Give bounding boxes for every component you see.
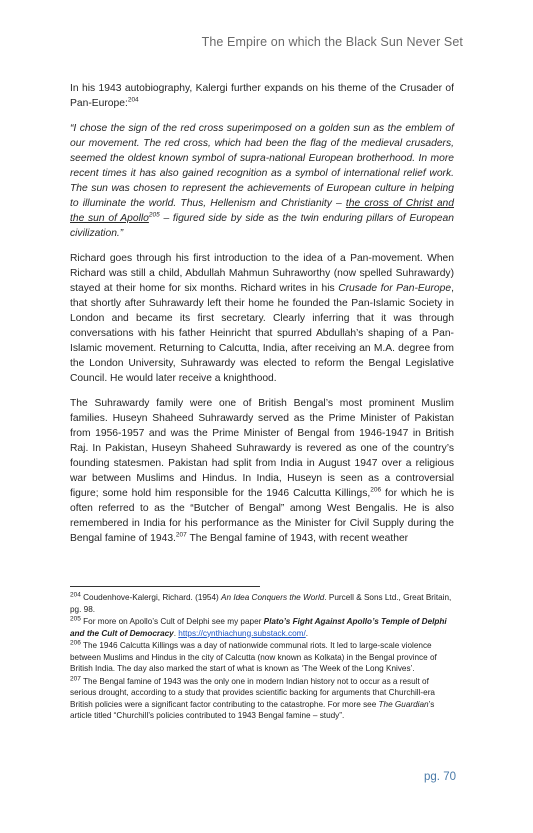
paragraph-intro: In his 1943 autobiography, Kalergi further expands on his theme of the Crusader of Pan-Europe:$^{204}$ bbox=[70, 83, 454, 109]
substack-link[interactable]: https://cynthiachung.substack.com/ bbox=[178, 628, 306, 638]
block-quote: “I chose the sign of the red cross superimposed on a golden sun as the emblem of our movement. The red cross, which had been the flag of the medieval crusaders, seemed the oldest known symbol of supra-national European brotherhood. In more recent times it has also gained recognition as a symbol of international relief work. The sun was chosen to represent the achievements of European culture in helping to illuminate the world. Thus, Hellenism and Christianity – the cross of Christ and the sun of Apollo$^{205}$ – figured side by side as the twin enduring pillars of European civilization.” bbox=[70, 123, 455, 239]
page-number: pg. 70 bbox=[424, 771, 456, 783]
book-title: Crusade for Pan-Europe bbox=[338, 283, 452, 294]
footnote-ref-206[interactable]: 206 bbox=[370, 486, 382, 494]
underlined-phrase: the cross of Christ and the sun of Apollo bbox=[70, 198, 455, 224]
running-title: The Empire on which the Black Sun Never Set bbox=[201, 35, 463, 49]
body-text bbox=[70, 81, 454, 556]
footnote-207: $^{207}$ The Bengal famine of 1943 was the only one in modern Indian history not to occur as a result of serious drought, according to a study that provides scientific backing for arguments that Churchill-era British policies were a significant factor contributing to the catastrophe. For more see The Guardian’s article titled “Churchill’s policies contributed to 1943 Bengal famine – study”. bbox=[70, 674, 435, 720]
footnote-204: $^{204}$ Coudenhove-Kalergi, Richard. (1954) An Idea Conquers the World. Purcell & Sons Ltd., Great Britain, pg. 98. bbox=[70, 591, 452, 614]
footnotes bbox=[70, 592, 456, 723]
footnote-ref-205[interactable]: 205 bbox=[148, 211, 160, 219]
paragraph-family: The Suhrawardy family were one of British Bengal’s most prominent Muslim families. Huseyn Shaheed Suhrawardy served as the Prime Minister of Pakistan from 1956-1957 and was the Prime Minister of Bengal from 1946-1947 in British Raj. In Pakistan, Huseyn Shaheed Suhrawardy is revered as one of the country’s founding statesmen. Pakistan had split from India in August 1947 over a religious war between Muslims and Hindus. In India, Huseyn is seen as a controversial figure; some hold him responsible for the 1946 Calcutta Killings,$^{206}$ for which he is often referred to as the “Butcher of Bengal” among West Bengalis. He is also remembered in India for his performance as the Minister for Civil Supply during the Bengal famine of 1943.$^{207}$ The Bengal famine of 1943, with recent weather bbox=[70, 398, 454, 544]
footnote-205: $^{205}$ For more on Apollo’s Cult of Delphi see my paper Plato’s Fight Against Apollo’s Temple of Delphi and the Cult of Democracy. https://cynthiachung.substack.com/. bbox=[70, 615, 447, 638]
footnote-ref-204[interactable]: 204 bbox=[127, 96, 139, 104]
footnote-206: $^{206}$ The 1946 Calcutta Killings was a day of nationwide communal riots. It led to large-scale violence between Muslims and Hindus in the city of Calcutta (now known as Kolkata) in the Bengal province of British India. The day also marked the start of what is known as ‘The Week of the Long Knives’. bbox=[70, 639, 437, 673]
paragraph-suhrawardy: Richard goes through his first introduction to the idea of a Pan-movement. When Richard was still a child, Abdullah Mahmun Suhraworthy (now spelled Suhrawardy) stayed at their home for six months. Richard writes in his Crusade for Pan-Europe, that shortly after Suhrawardy left their home he founded the Pan-Islamic Society in London and became its first secretary. Clearly inferring that it was through conversations with his father Heinricht that spurred Abdullah’s shaping of a Pan-Islamic movement. Returning to Calcutta, India, after receiving an M.A. degree from the London University, Suhrawardy was elected to reform the Bengal Legislative Council. He would later receive a knighthood. bbox=[70, 253, 454, 384]
footnote-divider bbox=[70, 586, 260, 587]
footnote-ref-207[interactable]: 207 bbox=[175, 531, 187, 539]
